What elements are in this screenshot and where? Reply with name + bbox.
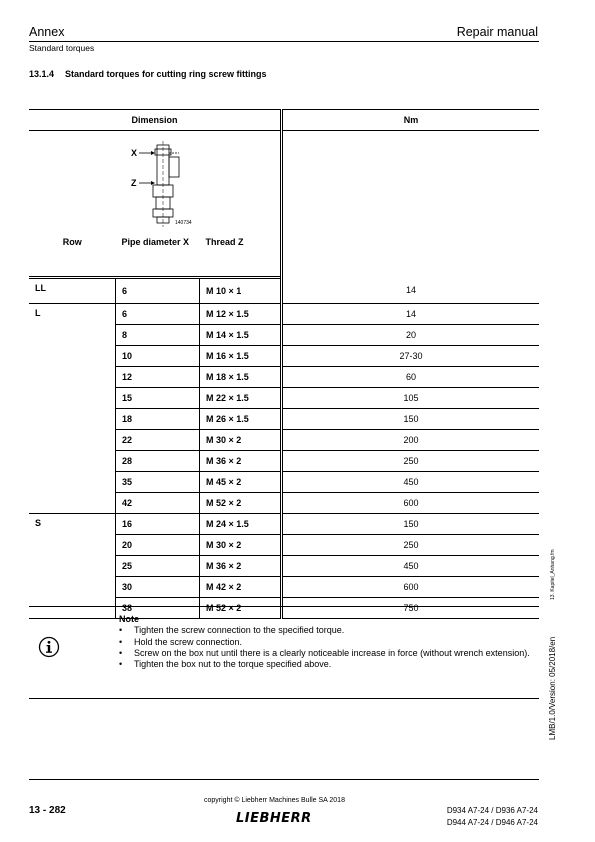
- pipe-diameter-cell: 10: [116, 346, 200, 367]
- note-list: [119, 625, 539, 670]
- fitting-figure-cell: [29, 131, 282, 234]
- thread-cell: M 26 × 1.5: [200, 409, 282, 430]
- table-row: [29, 278, 539, 304]
- section-number: 13.1.4: [29, 69, 55, 79]
- thread-cell: M 14 × 1.5: [200, 325, 282, 346]
- pipe-diameter-cell: 35: [116, 472, 200, 493]
- pipe-diameter-cell: 20: [116, 535, 200, 556]
- header-subtitle: Standard torques: [29, 43, 95, 53]
- note-title: Note: [119, 614, 139, 624]
- pipe-diameter-cell: 30: [116, 577, 200, 598]
- note-item: • Screw on the box nut until there is a clearly noticeable increase in force (without wrench extension).: [119, 648, 539, 659]
- torque-value-cell: 14: [282, 304, 540, 325]
- row-class-cell: L: [29, 304, 116, 514]
- footer-rule: [29, 779, 539, 780]
- thread-cell: M 12 × 1.5: [200, 304, 282, 325]
- note-block: [119, 614, 539, 670]
- thread-cell: M 18 × 1.5: [200, 367, 282, 388]
- side-version: LMB/1.0/Version: 05/2018/en: [548, 636, 557, 740]
- figure-label-z: Z: [131, 178, 137, 188]
- note-top-rule: [29, 606, 539, 607]
- side-file-tag: 13. Kapitel_Anhang.fm: [550, 549, 556, 600]
- thread-cell: M 30 × 2: [200, 535, 282, 556]
- torque-value-cell: 250: [282, 451, 540, 472]
- models-line-1: D934 A7-24 / D936 A7-24: [446, 806, 538, 815]
- note-bottom-rule: [29, 698, 539, 699]
- thread-cell: M 30 × 2: [200, 430, 282, 451]
- pipe-diameter-cell: 38: [116, 598, 200, 619]
- torque-value-cell: 750: [282, 598, 540, 619]
- thread-cell: M 10 × 1: [200, 278, 282, 304]
- thread-cell: M 45 × 2: [200, 472, 282, 493]
- table-row: [29, 304, 539, 325]
- info-icon: [38, 636, 60, 658]
- thread-cell: M 52 × 2: [200, 493, 282, 514]
- torque-value-cell: 600: [282, 577, 540, 598]
- nm-header: Nm: [282, 110, 540, 131]
- pipe-diameter-cell: 25: [116, 556, 200, 577]
- figure-id: 140734: [175, 220, 192, 226]
- torque-value-cell: 14: [282, 278, 540, 304]
- row-class-cell: LL: [29, 278, 116, 304]
- pipe-diameter-cell: 8: [116, 325, 200, 346]
- thread-cell: M 22 × 1.5: [200, 388, 282, 409]
- torque-value-cell: 20: [282, 325, 540, 346]
- torque-value-cell: 200: [282, 430, 540, 451]
- pipe-diameter-cell: 12: [116, 367, 200, 388]
- liebherr-logo: LIEBHERR: [236, 811, 312, 826]
- torque-value-cell: 250: [282, 535, 540, 556]
- pipe-diameter-cell: 16: [116, 514, 200, 535]
- section-title: [29, 69, 267, 79]
- thread-cell: M 36 × 2: [200, 556, 282, 577]
- models-line-2: D944 A7-24 / D946 A7-24: [446, 817, 538, 827]
- header-chapter: Annex: [29, 25, 65, 39]
- footer-copyright: copyright © Liebherr Machines Bulle SA 2018: [204, 797, 345, 804]
- torque-value-cell: 150: [282, 514, 540, 535]
- section-title-text: Standard torques for cutting ring screw fittings: [65, 69, 267, 79]
- thread-cell: M 24 × 1.5: [200, 514, 282, 535]
- pipe-diameter-cell: 18: [116, 409, 200, 430]
- note-item: • Hold the screw connection.: [119, 637, 539, 648]
- torque-value-cell: 60: [282, 367, 540, 388]
- row-class-cell: S: [29, 514, 116, 619]
- cutting-ring-fitting-figure: [125, 141, 225, 231]
- pipe-diameter-cell: 22: [116, 430, 200, 451]
- note-item: • Tighten the box nut to the torque specified above.: [119, 659, 539, 670]
- nm-figure-blank: [282, 131, 540, 278]
- thread-cell: M 16 × 1.5: [200, 346, 282, 367]
- thread-cell: M 42 × 2: [200, 577, 282, 598]
- thread-cell: M 36 × 2: [200, 451, 282, 472]
- pipe-diameter-cell: 15: [116, 388, 200, 409]
- pipe-diameter-cell: 6: [116, 304, 200, 325]
- pipe-diameter-cell: 6: [116, 278, 200, 304]
- dimension-header: Dimension: [29, 110, 282, 131]
- torque-value-cell: 27-30: [282, 346, 540, 367]
- figure-label-x: X: [131, 148, 138, 158]
- torque-table: [29, 109, 539, 619]
- table-row: [29, 514, 539, 535]
- col-header-row: Row: [29, 233, 116, 278]
- torque-value-cell: 150: [282, 409, 540, 430]
- torque-value-cell: 450: [282, 556, 540, 577]
- col-header-pipe-diameter: Pipe diameter X: [116, 233, 200, 278]
- header-rule: [29, 41, 539, 42]
- footer-models: [447, 805, 538, 828]
- pipe-diameter-cell: 42: [116, 493, 200, 514]
- page-number: 13 - 282: [29, 805, 66, 816]
- pipe-diameter-cell: 28: [116, 451, 200, 472]
- col-header-thread: Thread Z: [200, 233, 282, 278]
- torque-value-cell: 600: [282, 493, 540, 514]
- torque-value-cell: 105: [282, 388, 540, 409]
- note-item: • Tighten the screw connection to the specified torque.: [119, 625, 539, 636]
- torque-value-cell: 450: [282, 472, 540, 493]
- header-doc-type: Repair manual: [456, 25, 538, 39]
- thread-cell: M 52 × 2: [200, 598, 282, 619]
